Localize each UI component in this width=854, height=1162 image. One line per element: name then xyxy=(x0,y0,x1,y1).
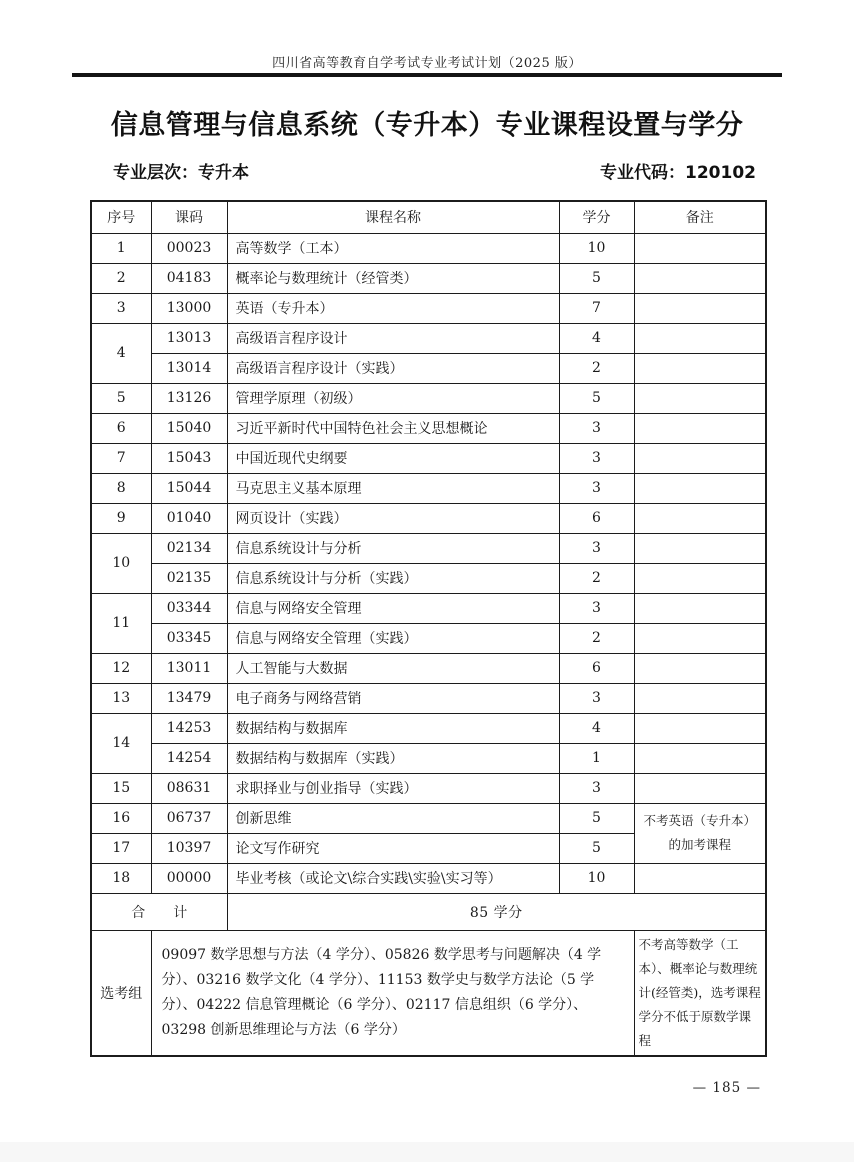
course-code-cell: 03344 xyxy=(151,593,227,623)
course-name-cell: 信息系统设计与分析（实践） xyxy=(227,563,559,593)
course-note-cell xyxy=(634,863,766,893)
course-code-cell: 08631 xyxy=(151,773,227,803)
course-no-cell: 18 xyxy=(91,863,151,893)
course-row xyxy=(91,263,766,293)
course-row xyxy=(91,473,766,503)
course-name-cell: 管理学原理（初级） xyxy=(227,383,559,413)
course-no-cell: 14 xyxy=(91,713,151,773)
course-no-cell: 16 xyxy=(91,803,151,833)
course-row xyxy=(91,863,766,893)
course-note-cell xyxy=(634,533,766,563)
course-credits-cell: 3 xyxy=(559,413,634,443)
course-note-cell xyxy=(634,383,766,413)
elective-label: 选考组 xyxy=(91,930,151,1056)
course-name-cell: 人工智能与大数据 xyxy=(227,653,559,683)
course-no-cell: 17 xyxy=(91,833,151,863)
course-no-cell: 15 xyxy=(91,773,151,803)
course-table xyxy=(90,200,767,1057)
course-code-cell: 13479 xyxy=(151,683,227,713)
course-code-cell: 01040 xyxy=(151,503,227,533)
table-header xyxy=(91,201,766,233)
major-level-label: 专业层次：专升本 xyxy=(113,163,249,183)
course-name-cell: 电子商务与网络营销 xyxy=(227,683,559,713)
course-name-cell: 中国近现代史纲要 xyxy=(227,443,559,473)
course-no-cell: 12 xyxy=(91,653,151,683)
course-no-cell: 1 xyxy=(91,233,151,263)
course-note-cell xyxy=(634,713,766,743)
course-code-cell: 02134 xyxy=(151,533,227,563)
course-name-cell: 英语（专升本） xyxy=(227,293,559,323)
course-credits-cell: 10 xyxy=(559,233,634,263)
course-row xyxy=(91,623,766,653)
course-credits-cell: 3 xyxy=(559,473,634,503)
course-no-cell: 10 xyxy=(91,533,151,593)
course-code-cell: 15040 xyxy=(151,413,227,443)
elective-row xyxy=(91,930,766,1056)
table-header-row xyxy=(91,201,766,233)
course-credits-cell: 3 xyxy=(559,443,634,473)
course-code-cell: 00023 xyxy=(151,233,227,263)
course-code-cell: 14253 xyxy=(151,713,227,743)
course-note-cell xyxy=(634,503,766,533)
course-credits-cell: 5 xyxy=(559,263,634,293)
course-code-cell: 14254 xyxy=(151,743,227,773)
course-no-cell: 3 xyxy=(91,293,151,323)
course-credits-cell: 4 xyxy=(559,713,634,743)
course-credits-cell: 1 xyxy=(559,743,634,773)
course-note-cell xyxy=(634,323,766,353)
course-no-cell: 6 xyxy=(91,413,151,443)
course-row xyxy=(91,593,766,623)
course-row xyxy=(91,443,766,473)
course-row xyxy=(91,293,766,323)
course-row xyxy=(91,563,766,593)
course-credits-cell: 5 xyxy=(559,833,634,863)
course-note-cell xyxy=(634,233,766,263)
table-footer xyxy=(91,893,766,1056)
course-name-cell: 高等数学（工本） xyxy=(227,233,559,263)
page-header-text: 四川省高等教育自学考试专业考试计划（2025 版） xyxy=(272,56,582,71)
course-name-cell: 论文写作研究 xyxy=(227,833,559,863)
course-name-cell: 概率论与数理统计（经管类） xyxy=(227,263,559,293)
course-code-cell: 10397 xyxy=(151,833,227,863)
course-credits-cell: 4 xyxy=(559,323,634,353)
course-note-cell xyxy=(634,413,766,443)
course-note-cell xyxy=(634,623,766,653)
page-title: 信息管理与信息系统（专升本）专业课程设置与学分 xyxy=(110,110,744,141)
course-row xyxy=(91,773,766,803)
course-row xyxy=(91,713,766,743)
total-value: 85 学分 xyxy=(227,893,766,930)
course-code-cell: 04183 xyxy=(151,263,227,293)
course-name-cell: 马克思主义基本原理 xyxy=(227,473,559,503)
course-code-cell: 13013 xyxy=(151,323,227,353)
col-header-code: 课码 xyxy=(151,201,227,233)
course-no-cell: 11 xyxy=(91,593,151,653)
course-name-cell: 毕业考核（或论文\综合实践\实验\实习等） xyxy=(227,863,559,893)
total-row xyxy=(91,893,766,930)
course-row xyxy=(91,743,766,773)
page-bottom-edge xyxy=(0,1142,854,1162)
course-code-cell: 13014 xyxy=(151,353,227,383)
course-no-cell: 13 xyxy=(91,683,151,713)
course-row xyxy=(91,533,766,563)
course-row xyxy=(91,353,766,383)
course-code-cell: 00000 xyxy=(151,863,227,893)
col-header-credits: 学分 xyxy=(559,201,634,233)
course-note-cell xyxy=(634,473,766,503)
major-meta-row xyxy=(113,158,756,183)
course-note-cell xyxy=(634,593,766,623)
course-name-cell: 求职择业与创业指导（实践） xyxy=(227,773,559,803)
course-credits-cell: 5 xyxy=(559,803,634,833)
course-row xyxy=(91,653,766,683)
course-credits-cell: 3 xyxy=(559,533,634,563)
course-code-cell: 02135 xyxy=(151,563,227,593)
course-name-cell: 高级语言程序设计 xyxy=(227,323,559,353)
total-label: 合 计 xyxy=(91,893,227,930)
course-note-cell xyxy=(634,293,766,323)
course-credits-cell: 3 xyxy=(559,773,634,803)
course-note-cell xyxy=(634,743,766,773)
course-code-cell: 06737 xyxy=(151,803,227,833)
course-credits-cell: 2 xyxy=(559,623,634,653)
course-note-cell: 不考英语（专升本）的加考课程 xyxy=(634,803,766,863)
course-credits-cell: 2 xyxy=(559,353,634,383)
course-row xyxy=(91,803,766,833)
course-name-cell: 数据结构与数据库（实践） xyxy=(227,743,559,773)
course-credits-cell: 7 xyxy=(559,293,634,323)
col-header-note: 备注 xyxy=(634,201,766,233)
course-code-cell: 15043 xyxy=(151,443,227,473)
course-no-cell: 4 xyxy=(91,323,151,383)
course-credits-cell: 10 xyxy=(559,863,634,893)
course-name-cell: 高级语言程序设计（实践） xyxy=(227,353,559,383)
course-no-cell: 9 xyxy=(91,503,151,533)
course-note-cell xyxy=(634,683,766,713)
course-no-cell: 5 xyxy=(91,383,151,413)
course-name-cell: 创新思维 xyxy=(227,803,559,833)
course-code-cell: 15044 xyxy=(151,473,227,503)
course-no-cell: 7 xyxy=(91,443,151,473)
course-name-cell: 习近平新时代中国特色社会主义思想概论 xyxy=(227,413,559,443)
course-note-cell xyxy=(634,263,766,293)
course-note-cell xyxy=(634,563,766,593)
course-row xyxy=(91,413,766,443)
course-credits-cell: 6 xyxy=(559,653,634,683)
course-row xyxy=(91,683,766,713)
course-credits-cell: 5 xyxy=(559,383,634,413)
table-body xyxy=(91,233,766,893)
course-row xyxy=(91,503,766,533)
course-note-cell xyxy=(634,353,766,383)
col-header-name: 课程名称 xyxy=(227,201,559,233)
course-no-cell: 8 xyxy=(91,473,151,503)
course-credits-cell: 6 xyxy=(559,503,634,533)
course-code-cell: 03345 xyxy=(151,623,227,653)
course-row xyxy=(91,233,766,263)
course-note-cell xyxy=(634,653,766,683)
course-name-cell: 网页设计（实践） xyxy=(227,503,559,533)
course-credits-cell: 3 xyxy=(559,593,634,623)
course-name-cell: 信息与网络安全管理（实践） xyxy=(227,623,559,653)
elective-note: 不考高等数学（工本）、概率论与数理统计(经管类)，选考课程学分不低于原数学课程 xyxy=(634,930,766,1056)
course-credits-cell: 3 xyxy=(559,683,634,713)
course-row xyxy=(91,323,766,353)
col-header-no: 序号 xyxy=(91,201,151,233)
header-double-rule xyxy=(72,73,782,77)
course-note-cell xyxy=(634,773,766,803)
elective-course-list: 09097 数学思想与方法（4 学分）、05826 数学思考与问题解决（4 学分）、03216 数学文化（4 学分）、11153 数学史与数学方法论（5 学分）、04222 信息管理概论（6 学分）、02117 信息组织（6 学分）、03298 创新思维理论与方法（6 学分） xyxy=(151,930,634,1056)
course-code-cell: 13000 xyxy=(151,293,227,323)
major-code-label: 专业代码：120102 xyxy=(600,163,756,183)
course-code-cell: 13011 xyxy=(151,653,227,683)
course-name-cell: 数据结构与数据库 xyxy=(227,713,559,743)
course-credits-cell: 2 xyxy=(559,563,634,593)
course-row xyxy=(91,383,766,413)
course-code-cell: 13126 xyxy=(151,383,227,413)
course-note-cell xyxy=(634,443,766,473)
course-name-cell: 信息系统设计与分析 xyxy=(227,533,559,563)
page-number: — 185 — xyxy=(692,1080,761,1096)
course-no-cell: 2 xyxy=(91,263,151,293)
course-name-cell: 信息与网络安全管理 xyxy=(227,593,559,623)
